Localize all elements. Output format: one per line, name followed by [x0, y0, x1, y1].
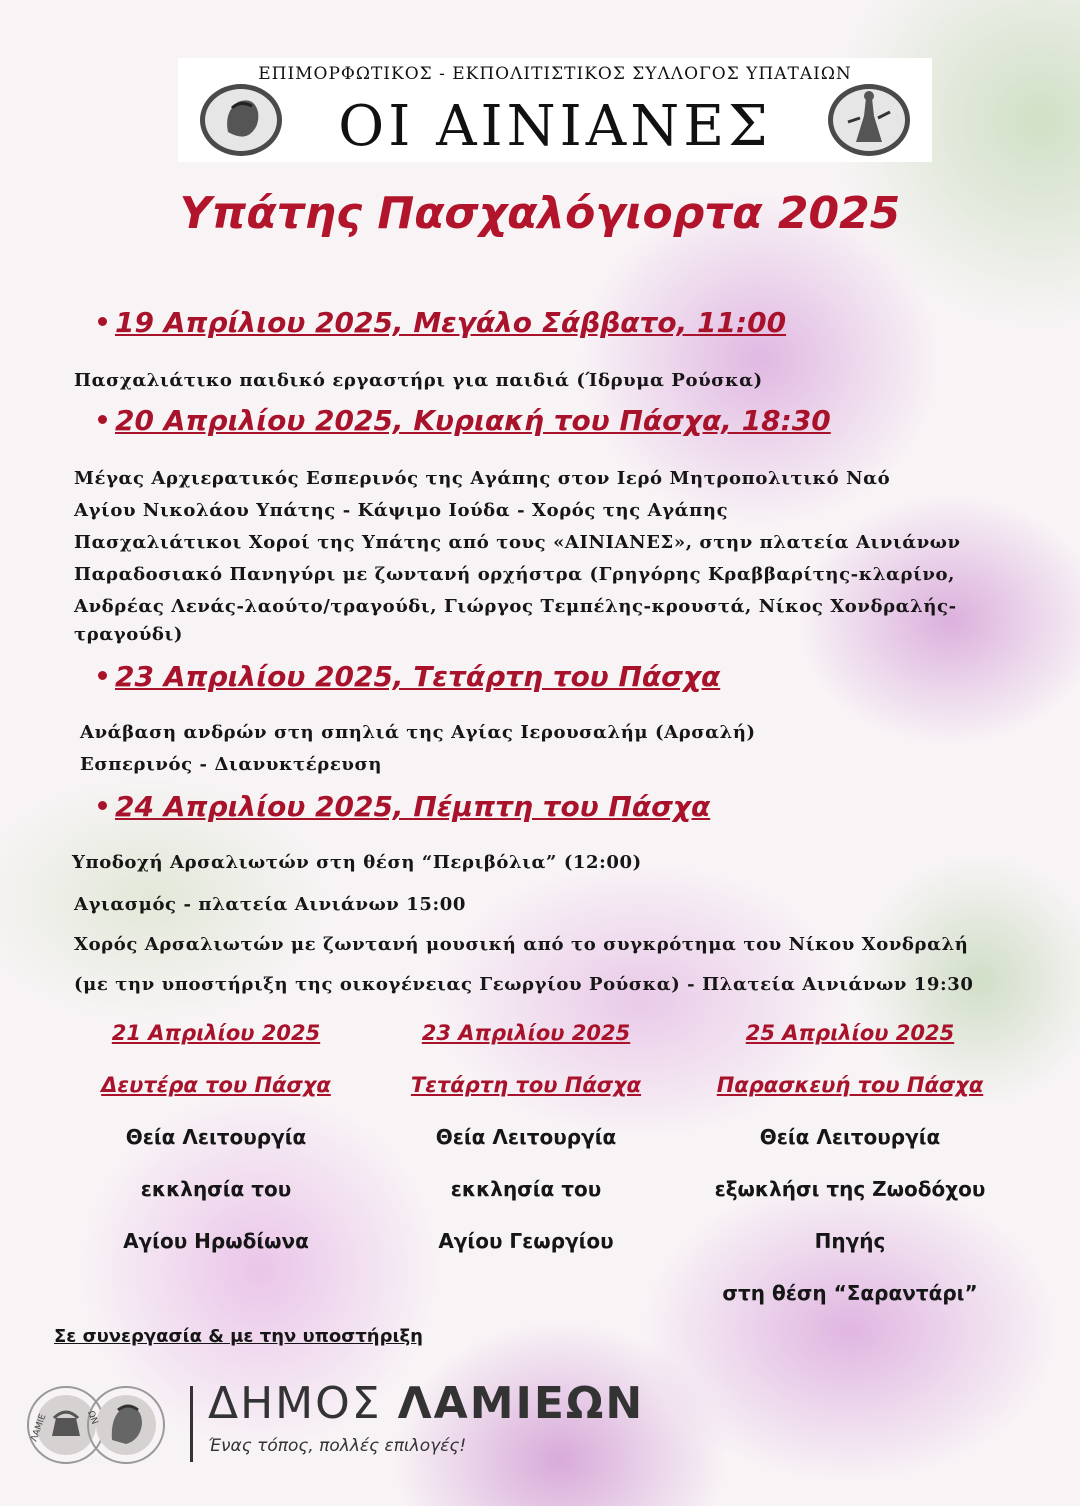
event-4-line: Χορός Αρσαλιωτών με ζωντανή μουσική από το συγκρότημα του Νίκου Χονδραλή — [74, 934, 969, 955]
event-2-line: Παραδοσιακό Πανηγύρι με ζωντανή ορχήστρα (Γρηγόρης Κραββαρίτης-κλαρίνο, — [74, 564, 955, 585]
liturgy-day: Δευτέρα του Πάσχα — [101, 1073, 331, 1097]
municipality-logo-icon — [22, 1384, 182, 1466]
page-title: Υπάτης Πασχαλόγιορτα 2025 — [179, 188, 901, 239]
bullet-icon — [98, 415, 107, 424]
event-heading-2: 20 Απριλίου 2025, Κυριακή του Πάσχα, 18:30 — [98, 404, 831, 437]
liturgy-line: Θεία Λειτουργία — [759, 1125, 941, 1149]
liturgy-line: εκκλησία του — [450, 1177, 602, 1201]
association-header — [178, 58, 932, 162]
cooperation-label: Σε συνεργασία & με την υποστήριξη — [54, 1326, 423, 1347]
event-1-line: Πασχαλιάτικο παιδικό εργαστήρι για παιδιά (Ίδρυμα Ρούσκα) — [74, 370, 763, 391]
coin-figure-icon — [826, 82, 912, 158]
liturgy-day: Τετάρτη του Πάσχα — [410, 1073, 642, 1097]
association-name: ΕΠΙΜΟΡΦΩΤΙΚΟΣ - ΕΚΠΟΛΙΤΙΣΤΙΚΟΣ ΣΥΛΛΟΓΟΣ ΥΠΑΤΑΙΩΝ — [258, 64, 852, 84]
bullet-icon — [98, 317, 107, 326]
liturgy-line: εξωκλήσι της Ζωοδόχου — [714, 1177, 986, 1201]
event-2-line: Αγίου Νικολάου Υπάτης - Κάψιμο Ιούδα - Χορός της Αγάπης — [74, 500, 729, 521]
event-2-line: Ανδρέας Λενάς-λαούτο/τραγούδι, Γιώργος Τεμπέλης-κρουστά, Νίκος Χονδραλής- — [74, 596, 957, 617]
event-heading-3: 23 Απριλίου 2025, Τετάρτη του Πάσχα — [98, 660, 720, 693]
liturgy-line: στη θέση “Σαραντάρι” — [722, 1281, 978, 1305]
liturgy-date: 25 Απριλίου 2025 — [745, 1021, 955, 1045]
liturgy-column-3 — [690, 1018, 1010, 1330]
bullet-icon — [98, 801, 107, 810]
event-4-line: (με την υποστήριξη της οικογένειας Γεωργίου Ρούσκα) - Πλατεία Αινιάνων 19:30 — [74, 974, 974, 995]
bullet-icon — [98, 671, 107, 680]
event-2-line: τραγούδι) — [74, 624, 183, 645]
liturgy-day: Παρασκευή του Πάσχα — [716, 1073, 984, 1097]
liturgy-line: Θεία Λειτουργία — [125, 1125, 307, 1149]
liturgy-date: 23 Απριλίου 2025 — [421, 1021, 631, 1045]
liturgy-date: 21 Απριλίου 2025 — [111, 1021, 321, 1045]
municipality-slogan: Ένας τόπος, πολλές επιλογές! — [208, 1436, 467, 1456]
municipality-name: ΔΗΜΟΣ ΛΑΜΙΕΩΝ — [208, 1378, 645, 1429]
event-4-line: Αγιασμός - πλατεία Αινιάνων 15:00 — [74, 894, 467, 915]
liturgy-line: Πηγής — [814, 1229, 886, 1253]
logo-text: ΛΑΜΙΕ — [29, 1412, 49, 1444]
event-2-line: Μέγας Αρχιερατικός Εσπερινός της Αγάπης στον Ιερό Μητροπολιτικό Ναό — [74, 468, 891, 489]
divider — [190, 1386, 193, 1462]
liturgy-line: Αγίου Ηρωδίωνα — [123, 1229, 309, 1253]
event-3-line: Εσπερινός - Διανυκτέρευση — [80, 754, 383, 775]
logo-text: ΩΝ — [85, 1409, 100, 1426]
event-heading-4: 24 Απριλίου 2025, Πέμπτη του Πάσχα — [98, 790, 710, 823]
liturgy-column-2 — [366, 1018, 686, 1278]
liturgy-line: Θεία Λειτουργία — [435, 1125, 617, 1149]
liturgy-column-1 — [56, 1018, 376, 1278]
event-4-line: Υποδοχή Αρσαλιωτών στη θέση “Περιβόλια” (12:00) — [72, 852, 642, 873]
liturgy-line: Αγίου Γεωργίου — [438, 1229, 614, 1253]
brand-name: ΟΙ ΑΙΝΙΑΝΕΣ — [338, 94, 772, 159]
event-heading-1: 19 Απρίλιου 2025, Μεγάλο Σάββατο, 11:00 — [98, 306, 786, 339]
event-2-line: Πασχαλιάτικοι Χοροί της Υπάτης από τους «ΑΙΝΙΑΝΕΣ», στην πλατεία Αινιάνων — [74, 532, 961, 553]
liturgy-line: εκκλησία του — [140, 1177, 292, 1201]
event-3-line: Ανάβαση ανδρών στη σπηλιά της Αγίας Ιερουσαλήμ (Αρσαλή) — [80, 722, 756, 743]
